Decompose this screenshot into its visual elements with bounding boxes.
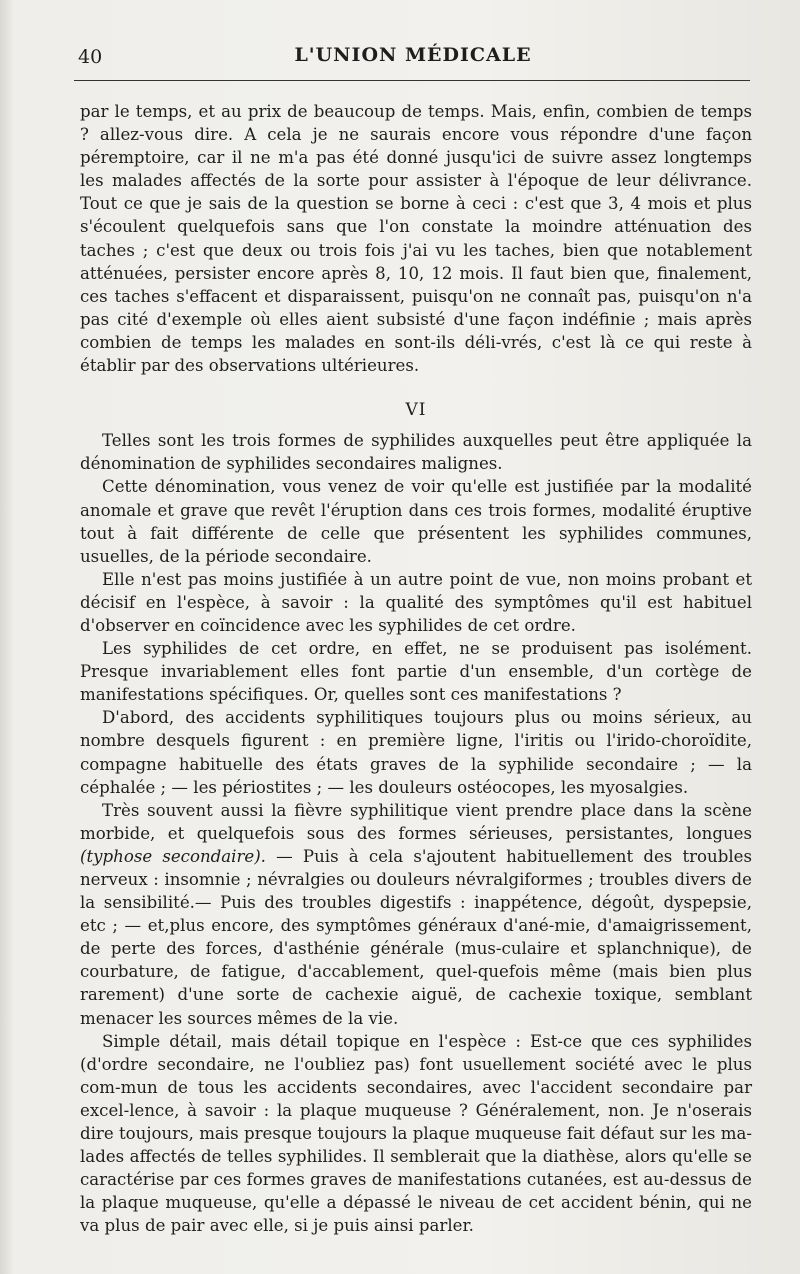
italic-term: (typhose secondaire). xyxy=(80,846,266,866)
paragraph: Les syphilides de cet ordre, en effet, ne se produisent pas isolément. Presque invariablement elles font partie d'un ensemble, d'un cortège de manifestations spécifiques. Or, quelles sont ces manifestations ? xyxy=(80,639,752,705)
running-title: L'UNION MÉDICALE xyxy=(294,44,532,66)
paragraph xyxy=(80,799,752,1030)
paragraph: Simple détail, mais détail topique en l'espèce : Est-ce que ces syphilides (d'ordre secondaire, ne l'oubliez pas) font usuellement société avec le plus com-mun de tous les accidents secondaires, avec l'accident secondaire par excel-lence, à savoir : la plaque muqueuse ? Généralement, non. Je n'oserais dire toujours, mais presque toujours la plaque muqueuse fait défaut sur les ma-lades affectés de telles syphilides. Il semblerait que la diathèse, alors qu'elle se caractérise par ces formes graves de manifestations cutanées, est au-dessus de la plaque muqueuse, qu'elle a dépassé le niveau de cet accident bénin, qui ne va plus de pair avec elle, si je puis ainsi parler. xyxy=(80,1031,752,1236)
paragraph-continuation: par le temps, et au prix de beaucoup de temps. Mais, enfin, combien de temps ? allez-vous dire. A cela je ne saurais encore vous répondre d'une façon péremptoire, car il ne m'a pas été donné jusqu'ici de suivre assez longtemps les malades affectés de la sorte pour assister à l'époque de leur délivrance. Tout ce que je sais de la question se borne à ceci : c'est que 3, 4 mois et plus s'écoulent quelquefois sans que l'on constate la moindre atténuation des taches ; c'est que deux ou trois fois j'ai vu les taches, bien que notablement atténuées, persister encore après 8, 10, 12 mois. Il faut bien que, finalement, ces taches s'effacent et disparaissent, puisqu'on ne connaît pas, puisqu'on n'a pas cité d'exemple où elles aient subsisté d'une façon indéfinie ; mais après combien de temps les malades en sont-ils déli-vrés, c'est là ce qui reste à établir par des observations ultérieures. xyxy=(80,102,752,376)
paragraph: Cette dénomination, vous venez de voir qu'elle est justifiée par la modalité anomale et grave que revêt l'éruption dans ces trois formes, modalité éruptive tout à fait différente de celle que présentent les syphilides communes, usuelles, de la période secondaire. xyxy=(80,477,752,566)
paragraph-text: Très souvent aussi la fièvre syphilitique vient prendre place dans la scène morbide, et quelquefois sous des formes sérieuses, persistantes, longues xyxy=(80,800,752,843)
section-heading: VI xyxy=(405,400,427,421)
paragraph: Telles sont les trois formes de syphilides auxquelles peut être appliquée la dénomination de syphilides secondaires malignes. xyxy=(80,431,752,474)
page-number: 40 xyxy=(78,46,103,68)
header-rule xyxy=(74,80,750,81)
paragraph: D'abord, des accidents syphilitiques toujours plus ou moins sérieux, au nombre desquels figurent : en première ligne, l'iritis ou l'irido-choroïdite, compagne habituelle des états graves de la syphilide secondaire ; — la céphalée ; — les périostites ; — les douleurs ostéocopes, les myosalgies. xyxy=(80,708,752,797)
body-text xyxy=(80,100,752,1238)
page-header xyxy=(78,44,748,72)
paragraph: Elle n'est pas moins justifiée à un autre point de vue, non moins probant et décisif en l'espèce, à savoir : la qualité des symptômes qu'il est habituel d'observer en coïncidence avec les syphilides de cet ordre. xyxy=(80,569,752,635)
paragraph-text: — Puis à cela s'ajoutent habituellement des troubles nerveux : insomnie ; névralgies ou douleurs névralgiformes ; troubles divers de la sensibilité.— Puis des troubles digestifs : inappétence, dégoût, dyspepsie, etc ; — et,plus encore, des symptômes généraux d'ané-mie, d'amaigrissement, de perte des forces, d'asthénie générale (mus-culaire et splanchnique), de courbature, de fatigue, d'accablement, quel-quefois même (mais bien plus rarement) d'une sorte de cachexie aiguë, de cachexie toxique, semblant menacer les sources mêmes de la vie. xyxy=(80,846,753,1028)
